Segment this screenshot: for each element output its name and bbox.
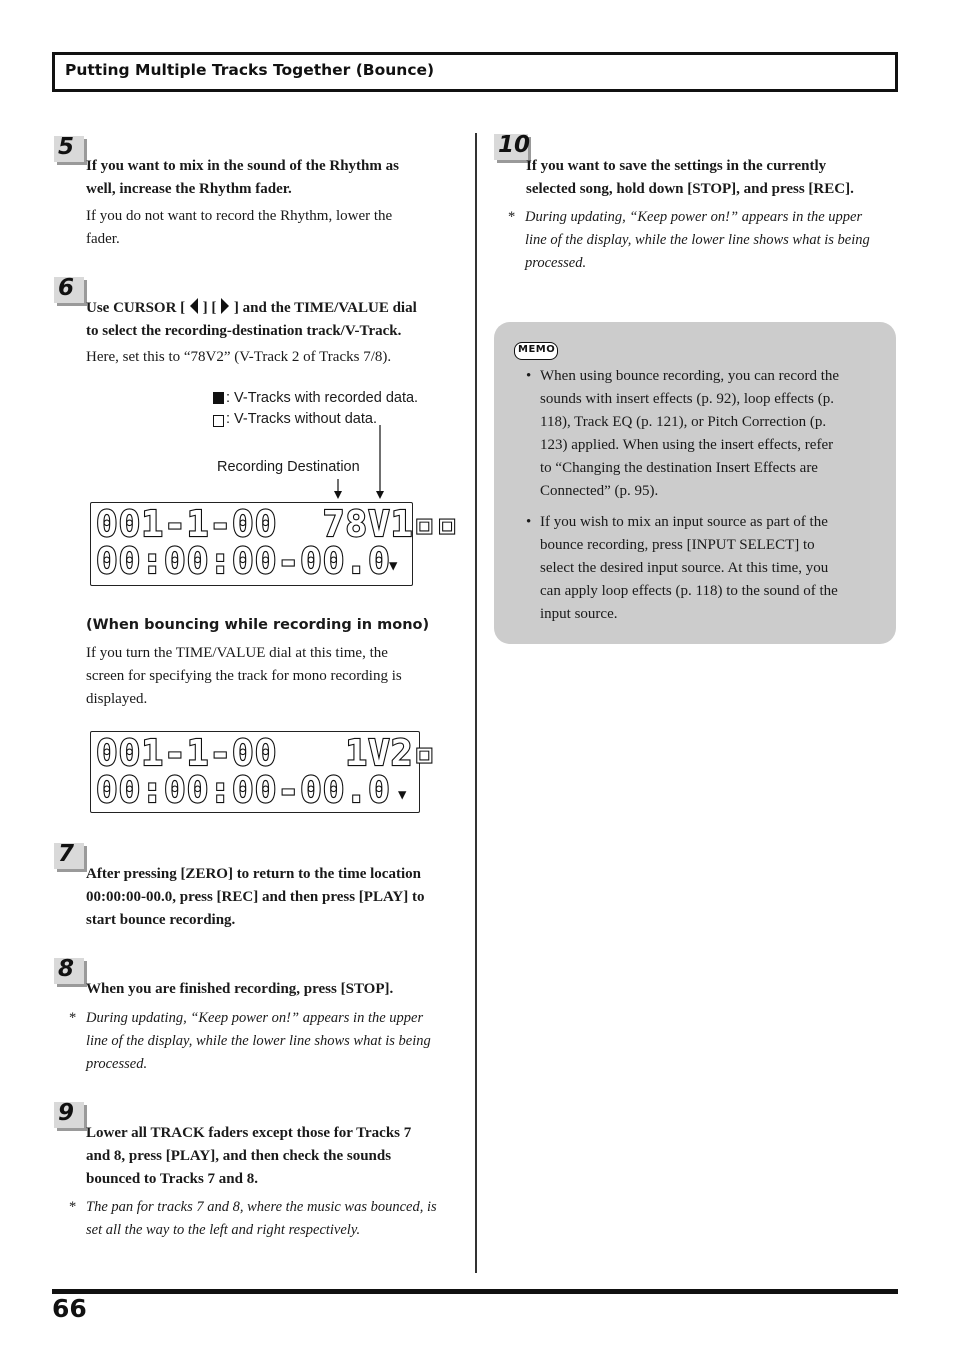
step-6-cursor-text-b: ] [	[202, 300, 217, 316]
callout-arrows	[330, 425, 390, 501]
memo-box	[494, 322, 896, 644]
empty-vtrack-square-icon	[213, 415, 224, 427]
step-10-note	[508, 206, 870, 275]
step-7-instruction-line3: start bounce recording.	[86, 912, 236, 928]
lcd-display-destination	[90, 502, 459, 586]
cursor-right-icon	[220, 298, 230, 322]
step-5-number: 5	[54, 136, 84, 162]
memo-bullet-1	[526, 365, 840, 503]
memo-bullet-1-line6: Connected” (p. 95).	[540, 483, 659, 499]
step-6-cursor-text-a: Use CURSOR [	[86, 300, 186, 316]
legend-recorded-label: : V-Tracks with recorded data.	[226, 390, 419, 406]
bullet-dot: •	[526, 514, 532, 530]
section-title: Putting Multiple Tracks Together (Bounce)	[65, 61, 435, 79]
memo-bullet-1-line5: to “Changing the destination Insert Effects are	[540, 460, 818, 476]
mono-body-line1: If you turn the TIME/VALUE dial at this time, the	[86, 645, 388, 661]
step-10-note-line2: line of the display, while the lower line shows what is being	[525, 232, 870, 248]
lcd-display-mono	[90, 731, 437, 813]
step-7-instruction-line1: After pressing [ZERO] to return to the time location	[86, 866, 421, 882]
step-8-instruction: When you are finished recording, press [STOP].	[86, 981, 394, 997]
memo-bullet-2-line1: If you wish to mix an input source as part of the	[540, 514, 828, 530]
recording-destination-label: Recording Destination	[217, 459, 360, 475]
memo-bullet-2-line2: bounce recording, press [INPUT SELECT] to	[540, 537, 815, 553]
step-9-instruction-line3: bounced to Tracks 7 and 8.	[86, 1171, 258, 1187]
memo-bullet-2-line3: select the desired input source. At this time, you	[540, 560, 829, 576]
lcd2-down-arrow-icon: ▼	[398, 787, 408, 803]
step-5-body-line1: If you do not want to record the Rhythm, lower the	[86, 208, 393, 224]
step-8-note-line2: line of the display, while the lower line shows what is being	[86, 1033, 431, 1049]
step-6-instruction-line1	[86, 297, 417, 322]
cursor-left-icon	[189, 298, 199, 322]
mono-body-line2: screen for specifying the track for mono recording is	[86, 668, 402, 684]
asterisk-icon: *	[69, 1199, 77, 1215]
lcd2-line1: 001-1-00 1V2▫	[96, 733, 437, 774]
step-8-number: 8	[54, 958, 84, 984]
legend-empty-label: : V-Tracks without data.	[226, 411, 377, 427]
step-10-instruction-line2: selected song, hold down [STOP], and press [REC].	[526, 181, 854, 197]
recorded-vtrack-square-icon	[213, 392, 224, 404]
step-8-note-line3: processed.	[86, 1056, 148, 1072]
step-9-note-line2: set all the way to the left and right respectively.	[86, 1222, 361, 1238]
step-10-number: 10	[494, 134, 528, 160]
step-9-note-line1: The pan for tracks 7 and 8, where the music was bounced, is	[86, 1199, 437, 1215]
memo-icon: MEMO	[514, 342, 558, 360]
step-5-instruction-line1: If you want to mix in the sound of the Rhythm as	[86, 158, 399, 174]
asterisk-icon: *	[69, 1010, 77, 1026]
mono-body-line3: displayed.	[86, 691, 148, 707]
step-6-number: 6	[54, 277, 84, 303]
step-7-instruction-line2: 00:00:00-00.0, press [REC] and then press [PLAY] to	[86, 889, 425, 905]
section-header	[52, 52, 898, 92]
bullet-dot: •	[526, 368, 532, 384]
step-10-instruction-line1: If you want to save the settings in the currently	[526, 158, 827, 174]
mono-heading: (When bouncing while recording in mono)	[86, 617, 430, 633]
page-number: 66	[52, 1294, 87, 1323]
step-10-note-line1: During updating, “Keep power on!” appears in the upper	[525, 209, 863, 225]
step-7-number: 7	[54, 843, 84, 869]
step-5-instruction-line2: well, increase the Rhythm fader.	[86, 181, 292, 197]
step-9-instruction-line2: and 8, press [PLAY], and then check the sounds	[86, 1148, 392, 1164]
step-9-number: 9	[54, 1102, 84, 1128]
memo-bullet-2-line5: input source.	[540, 606, 618, 622]
memo-bullet-1-line4: 123) applied. When using the insert effects, refer	[540, 437, 834, 453]
lcd1-line1: 001-1-00 78V1▫▫	[96, 504, 459, 545]
asterisk-icon: *	[508, 209, 516, 225]
lcd2-line2: 00:00:00-00.0	[96, 770, 391, 811]
step-9-instruction-line1: Lower all TRACK faders except those for Tracks 7	[86, 1125, 412, 1141]
step-8-note	[69, 1007, 431, 1076]
step-9-note	[69, 1196, 437, 1242]
footer-rule	[52, 1289, 898, 1294]
lcd1-line2: 00:00:00-00.0	[96, 541, 391, 582]
step-6-instruction-line2: to select the recording-destination track/V-Track.	[86, 323, 402, 339]
lcd1-down-arrow-icon: ▼	[389, 558, 399, 574]
memo-bullet-2	[526, 511, 838, 626]
step-6-cursor-text-c: ] and the TIME/VALUE dial	[233, 300, 417, 316]
memo-bullet-1-line2: sounds with insert effects (p. 92), loop effects (p.	[540, 391, 834, 407]
memo-bullet-1-line3: 118), Track EQ (p. 121), or Pitch Correction (p.	[540, 414, 827, 430]
memo-bullet-2-line4: can apply loop effects (p. 118) to the sound of the	[540, 583, 838, 599]
step-5-body-line2: fader.	[86, 231, 120, 247]
step-6-body: Here, set this to “78V2” (V-Track 2 of Tracks 7/8).	[86, 349, 392, 365]
column-divider	[475, 133, 477, 1273]
step-8-note-line1: During updating, “Keep power on!” appears in the upper	[86, 1010, 424, 1026]
memo-bullet-1-line1: When using bounce recording, you can record the	[540, 368, 840, 384]
step-10-note-line3: processed.	[525, 255, 587, 271]
